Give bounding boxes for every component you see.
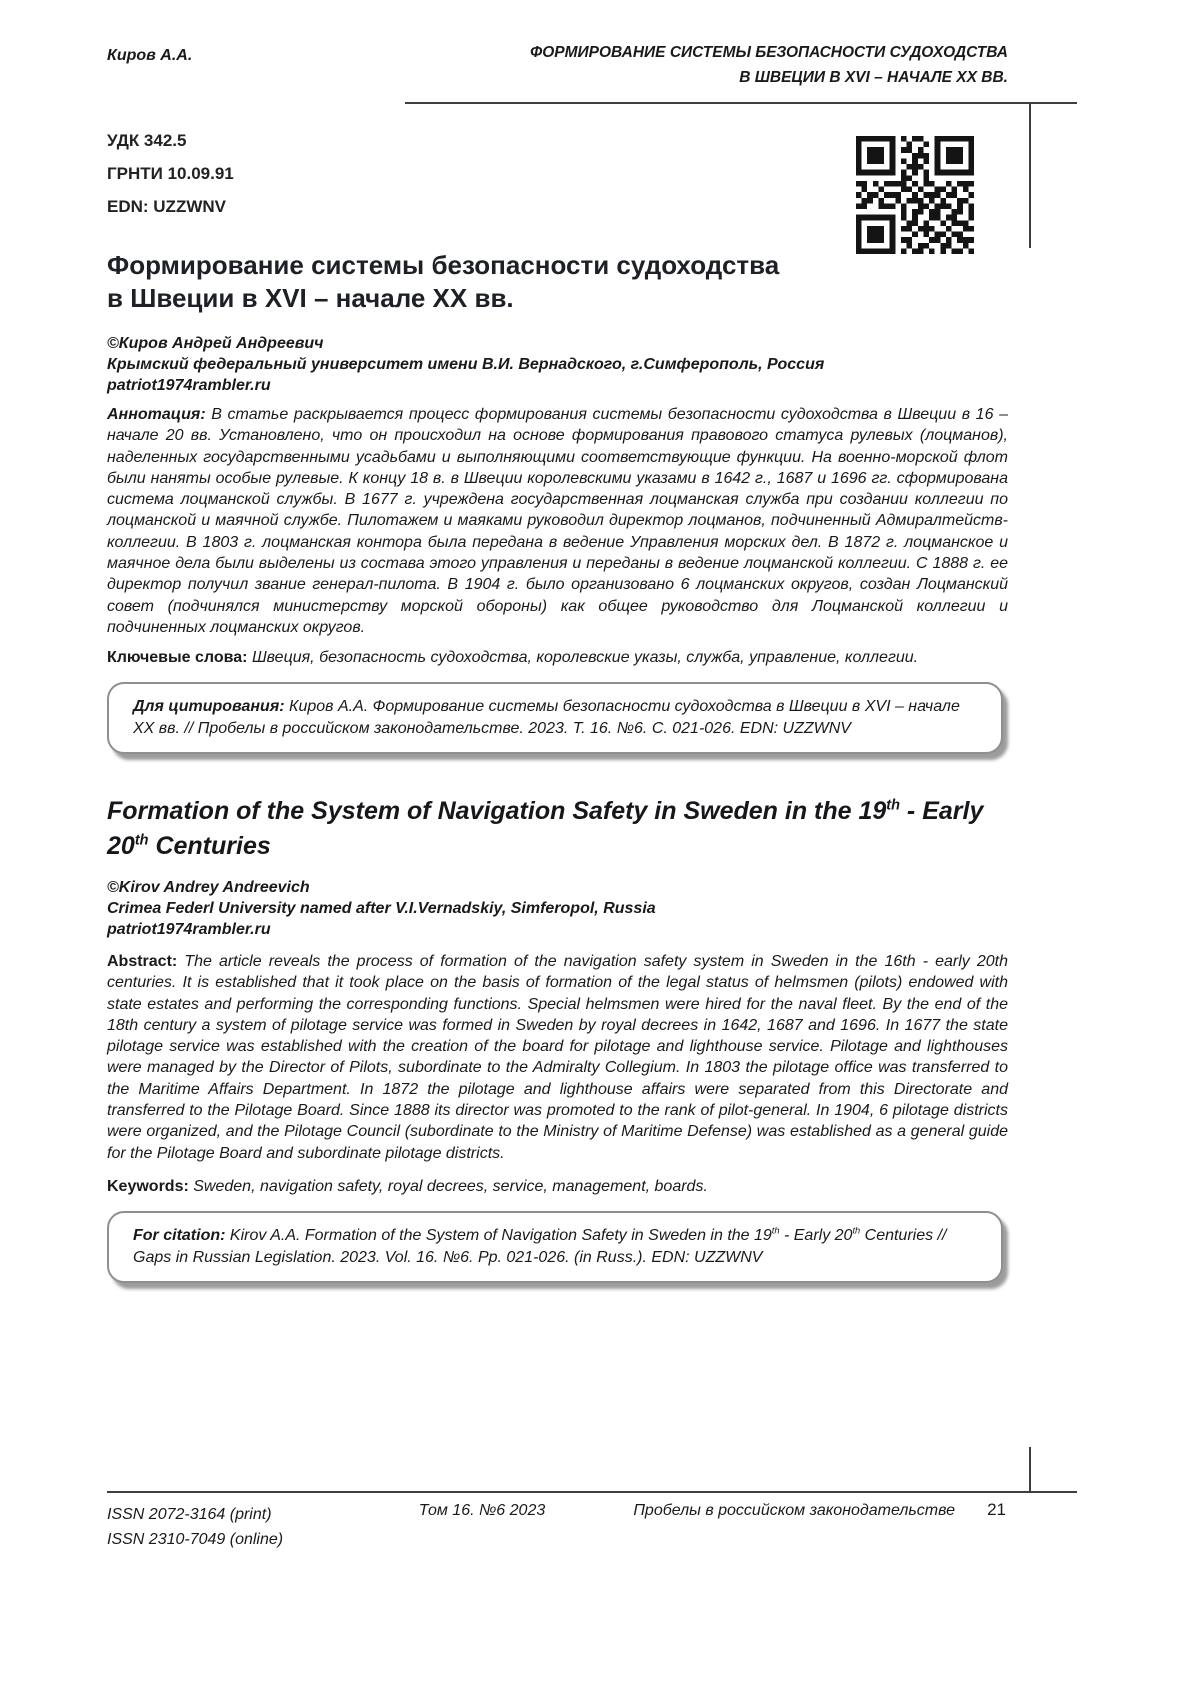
running-title-line2: В ШВЕЦИИ В XVI – НАЧАЛЕ XX ВВ.	[739, 69, 1008, 86]
article-title-en-seg2: - Early 20	[107, 797, 984, 860]
issn-online: ISSN 2310-7049 (online)	[107, 1531, 284, 1548]
margin-rule-top	[1029, 102, 1031, 248]
affiliation-en: Crimea Federl University named after V.I.Vernadskiy, Simferopol, Russia	[107, 900, 656, 917]
article-title-ru-line1: Формирование системы безопасности судоходства	[107, 250, 780, 280]
abstract-label-en: Abstract:	[107, 953, 178, 970]
citation-text-en-sup1: th	[771, 1225, 780, 1236]
running-title-line1: ФОРМИРОВАНИЕ СИСТЕМЫ БЕЗОПАСНОСТИ СУДОХОДСТВА	[530, 44, 1008, 61]
article-title-ru-line2: в Швеции в XVI – начале XX вв.	[107, 283, 514, 313]
citation-text-en-seg1: Kirov A.A. Formation of the System of Navigation Safety in Sweden in the 19	[229, 1227, 772, 1244]
citation-label-en: For citation:	[133, 1227, 226, 1244]
citation-box-ru	[107, 682, 1003, 754]
authors-en	[107, 877, 1008, 940]
email-ru: patriot1974rambler.ru	[107, 377, 271, 394]
author-ru: ©Киров Андрей Андреевич	[107, 335, 324, 352]
citation-label-ru: Для цитирования:	[133, 698, 285, 715]
citation-box-en	[107, 1211, 1003, 1283]
abstract-text-en: The article reveals the process of formation of the navigation safety system in Sweden in the 16th - early 20th centuries. It is established that it took place on the basis of formation of the legal status of helmsmen (pilots) endowed with state estates and performing the corresponding functions. Special helmsmen were hired for the naval fleet. By the end of the 18th century a system of pilotage service was formed in Sweden by royal decrees in 1642, 1687 and 1696. In 1677 the state pilotage service was established with the creation of the board for pilotage and lighthouse service. Pilotage and lighthouses were managed by the Director of Pilots, subordinate to the Admiralty Collegium. In 1803 the pilotage office was transferred to the Maritime Affairs Department. In 1872 the pilotage and lighthouse affairs were separated from this Directorate and transferred to the Pilotage Board. Since 1888 its director was promoted to the rank of pilot-general. In 1904, 6 pilotage districts were organized, and the Pilotage Council (subordinate to the Ministry of Maritime Defense) was established as a general guide for the Pilotage Board and subordinate pilotage districts.	[107, 953, 1008, 1162]
citation-text-en-seg2: - Early 20	[779, 1227, 853, 1244]
keywords-en	[107, 1178, 1008, 1196]
page-number: 21	[987, 1500, 1006, 1519]
footer-rule	[107, 1491, 1077, 1493]
article-title-en-seg1: Formation of the System of Navigation Safety in Sweden in the 19	[107, 797, 887, 825]
authors-ru	[107, 333, 1008, 396]
citation-text-en-sup2: th	[852, 1225, 861, 1236]
issn-print: ISSN 2072-3164 (print)	[107, 1506, 272, 1523]
keywords-text-ru: Швеция, безопасность судоходства, королевские указы, служба, управление, коллегии.	[251, 649, 919, 666]
header-rule	[405, 102, 1077, 104]
citation-text-ru: Киров А.А. Формирование системы безопасности судоходства в Швеции в XVI – начале XX вв. // Пробелы в российском законодательстве. 2023. Т. 16. №6. С. 021-026. EDN: UZZWNV	[133, 698, 960, 737]
qr-code-svg	[856, 136, 974, 254]
running-title	[400, 40, 1008, 90]
volume-info: Том 16. №6 2023	[418, 1502, 546, 1519]
keywords-label-ru: Ключевые слова:	[107, 649, 248, 666]
edn-code: EDN: UZZWNV	[107, 197, 226, 216]
grnti-number: ГРНТИ 10.09.91	[107, 164, 234, 183]
email-en: patriot1974rambler.ru	[107, 921, 271, 938]
article-title-en-sup2: th	[134, 832, 149, 849]
margin-rule-bottom	[1029, 1447, 1031, 1493]
keywords-text-en: Sweden, navigation safety, royal decrees, service, management, boards.	[193, 1178, 708, 1195]
article-title-en-sup1: th	[886, 797, 900, 814]
header-author: Киров А.А.	[107, 47, 193, 64]
keywords-label-en: Keywords:	[107, 1178, 189, 1195]
affiliation-ru: Крымский федеральный университет имени В.И. Вернадского, г.Симферополь, Россия	[107, 356, 825, 373]
article-title-en	[107, 794, 1008, 864]
citation-text-en-seg3: Centuries // Gaps in Russian Legislation. 2023. Vol. 16. №6. Pp. 021-026. (in Russ.). EDN: UZZWNV	[133, 1227, 947, 1266]
qr-code	[856, 136, 974, 254]
journal-name: Пробелы в российском законодательстве	[633, 1502, 955, 1519]
abstract-ru	[107, 404, 1008, 638]
udk-number: УДК 342.5	[107, 131, 187, 150]
abstract-label-ru: Аннотация:	[107, 406, 206, 423]
keywords-ru	[107, 649, 1008, 667]
article-title-en-seg3: Centuries	[148, 832, 271, 860]
abstract-en	[107, 951, 1008, 1164]
article-title-ru	[107, 249, 1008, 315]
article-meta	[107, 124, 234, 223]
author-en: ©Kirov Andrey Andreevich	[107, 879, 310, 896]
abstract-text-ru: В статье раскрывается процесс формирования системы безопасности судоходства в Швеции в 16 – начале 20 вв. Установлено, что он происходил на основе формирования правового статуса рулевых (лоцманов), наделенных государственными усадьбами и выполняющими соответствующие функции. На военно-морской флот были наняты особые рулевые. К концу 18 в. в Швеции королевскими указами в 1642 г., 1687 и 1696 гг. сформирована система лоцманской службы. В 1677 г. учреждена государственная лоцманская служба при создании коллегии по лоцманской и маячной службе. Пилотажем и маяками руководил директор лоцманов, подчиненный Адмиралтейств-коллегии. В 1803 г. лоцманская контора была передана в ведение Управления морских дел. В 1872 г. лоцманское и маячное дела были выделены из состава этого управления и переданы в ведение лоцманской коллегии. С 1888 г. ее директор получил звание генерал-пилота. В 1904 г. было организовано 6 лоцманских округов, создан Лоцманский совет (подчинялся министерству морской обороны) как общее руководство для Лоцманской коллегии и подчиненных лоцманских округов.	[107, 406, 1008, 636]
